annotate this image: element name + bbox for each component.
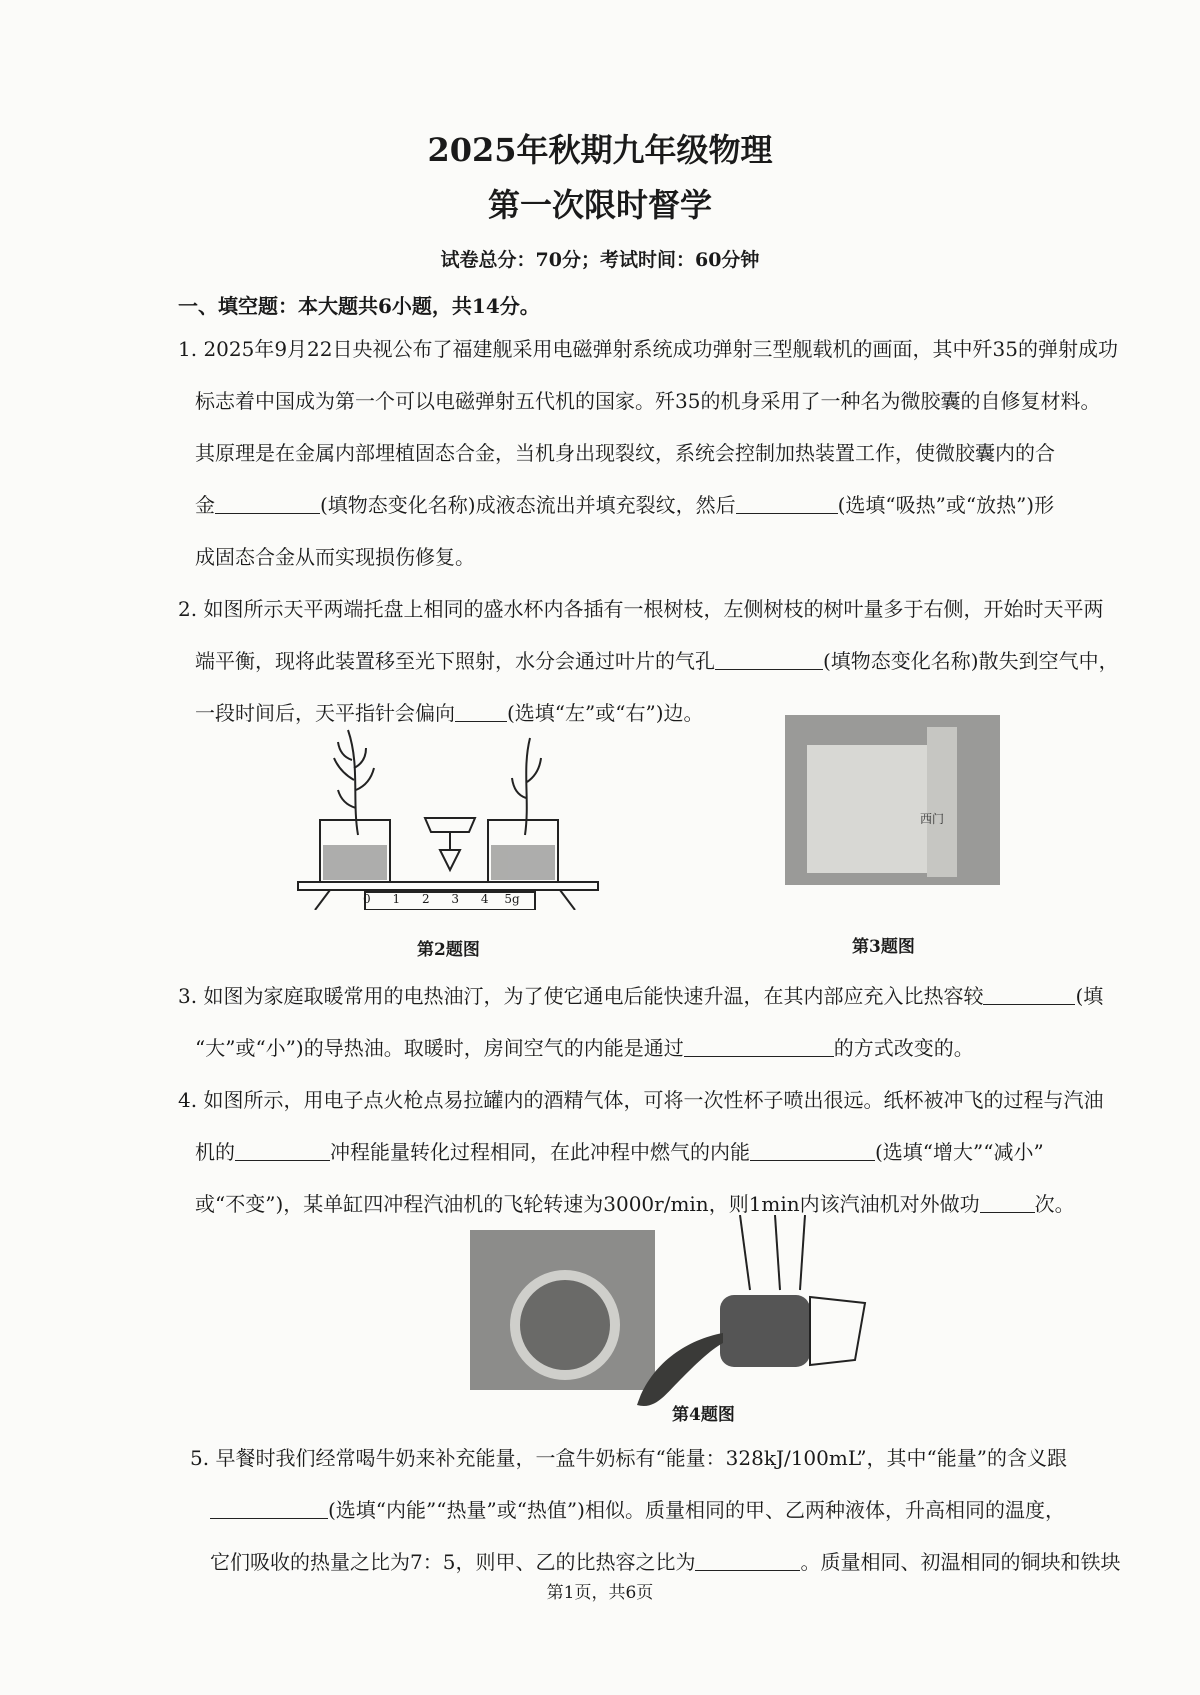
q5-text: 它们吸收的热量之比为7：5，则甲、乙的比热容之比为 <box>210 1550 696 1574</box>
q5-line2 <box>210 1494 1065 1523</box>
q2-blank-1[interactable] <box>715 649 823 670</box>
q4-text: 或“不变”)，某单缸四冲程汽油机的飞轮转速为3000r/min，则1min内该汽油机对外做功 <box>195 1192 980 1216</box>
heater-panel <box>927 727 957 877</box>
q4-blank-2[interactable] <box>750 1140 875 1161</box>
balance-scale-labels <box>363 892 520 906</box>
scale-label: 3 <box>451 892 460 906</box>
scale-label: 5g <box>504 892 520 906</box>
q5-line1: 5. 早餐时我们经常喝牛奶来补充能量，一盒牛奶标有“能量：328kJ/100mL”，其中“能量”的含义跟 <box>190 1446 1068 1470</box>
q5-text: (选填“内能”“热量”或“热值”)相似。质量相同的甲、乙两种液体，升高相同的温度， <box>328 1498 1065 1522</box>
q4-text: 次。 <box>1034 1192 1075 1216</box>
heater-label: 西门 <box>920 812 945 826</box>
q3-text: 的方式改变的。 <box>833 1036 974 1060</box>
q5-line3 <box>210 1546 1120 1575</box>
exam-subtitle: 第一次限时督学 <box>487 186 712 224</box>
oil-heater-photo <box>785 715 1000 885</box>
q2-text: (填物态变化名称)散失到空气中， <box>823 649 1119 673</box>
q1-line4 <box>195 489 1054 518</box>
q2-text: (选填“左”或“右”)边。 <box>507 701 704 725</box>
q1-blank-2[interactable] <box>736 493 838 514</box>
heater-body <box>807 745 927 873</box>
q1-line1: 1. 2025年9月22日央视公布了福建舰采用电磁弹射系统成功弹射三型舰载机的画面，其中歼35的弹射成功 <box>178 337 1118 361</box>
q4-line1: 4. 如图所示，用电子点火枪点易拉罐内的酒精气体，可将一次性杯子喷出很远。纸杯被冲飞的过程与汽油 <box>178 1088 1104 1112</box>
section-heading: 一、填空题：本大题共6小题，共14分。 <box>178 294 540 318</box>
q5-blank-2[interactable] <box>695 1550 800 1571</box>
q2-text: 一段时间后，天平指针会偏向 <box>195 701 455 725</box>
q1-text: (选填“吸热”或“放热”)形 <box>837 493 1055 517</box>
q2-line2 <box>195 645 1119 674</box>
q3-text: 3. 如图为家庭取暖常用的电热油汀，为了使它通电后能快速升温，在其内部应充入比热容较 <box>178 984 984 1008</box>
exam-meta: 试卷总分：70分；考试时间：60分钟 <box>440 249 760 271</box>
exam-title: 2025年秋期九年级物理 <box>427 131 773 169</box>
cup-launch-figure <box>625 1215 875 1425</box>
q1-text: 金 <box>195 493 215 517</box>
q3-blank-2[interactable] <box>684 1036 834 1057</box>
q2-blank-2[interactable] <box>455 701 507 722</box>
q4-line2 <box>195 1136 1044 1165</box>
q1-line5: 成固态合金从而实现损伤修复。 <box>195 545 475 569</box>
q4-text: 冲程能量转化过程相同，在此冲程中燃气的内能 <box>330 1140 750 1164</box>
q4-line3 <box>195 1188 1075 1217</box>
q1-blank-1[interactable] <box>215 493 320 514</box>
page-number: 第1页，共6页 <box>546 1583 654 1603</box>
q2-text: 端平衡，现将此装置移至光下照射，水分会通过叶片的气孔 <box>195 649 715 673</box>
scale-label: 0 <box>363 892 371 906</box>
q5-text: 。质量相同、初温相同的铜块和铁块 <box>800 1550 1121 1574</box>
q1-line2: 标志着中国成为第一个可以电磁弹射五代机的国家。歼35的机身采用了一种名为微胶囊的自修复材料。 <box>195 389 1101 413</box>
q3-line2 <box>195 1032 974 1061</box>
q4-text: 机的 <box>195 1140 235 1164</box>
q5-blank-1[interactable] <box>210 1498 328 1519</box>
fig4-caption: 第4题图 <box>672 1405 735 1425</box>
balance-figure <box>290 720 620 910</box>
fig2-caption: 第2题图 <box>417 940 480 960</box>
q3-line1 <box>178 980 1103 1009</box>
q4-blank-1[interactable] <box>235 1140 330 1161</box>
q3-text: “大”或“小”)的导热油。取暖时，房间空气的内能是通过 <box>195 1036 684 1060</box>
fig3-caption: 第3题图 <box>852 937 915 957</box>
scale-label: 1 <box>392 892 401 906</box>
scale-label: 4 <box>480 892 489 906</box>
q1-text: (填物态变化名称)成液态流出并填充裂纹，然后 <box>320 493 736 517</box>
q2-line1: 2. 如图所示天平两端托盘上相同的盛水杯内各插有一根树枝，左侧树枝的树叶量多于右侧，开始时天平两 <box>178 597 1104 621</box>
scale-label: 2 <box>421 892 430 906</box>
can-opening <box>510 1270 620 1380</box>
q4-text: (选填“增大”“减小” <box>875 1140 1044 1164</box>
q4-blank-3[interactable] <box>980 1192 1035 1213</box>
q3-text: (填 <box>1075 984 1104 1008</box>
q1-line3: 其原理是在金属内部埋植固态合金，当机身出现裂纹，系统会控制加热装置工作，使微胶囊内的合 <box>195 441 1055 465</box>
q3-blank-1[interactable] <box>983 984 1075 1005</box>
